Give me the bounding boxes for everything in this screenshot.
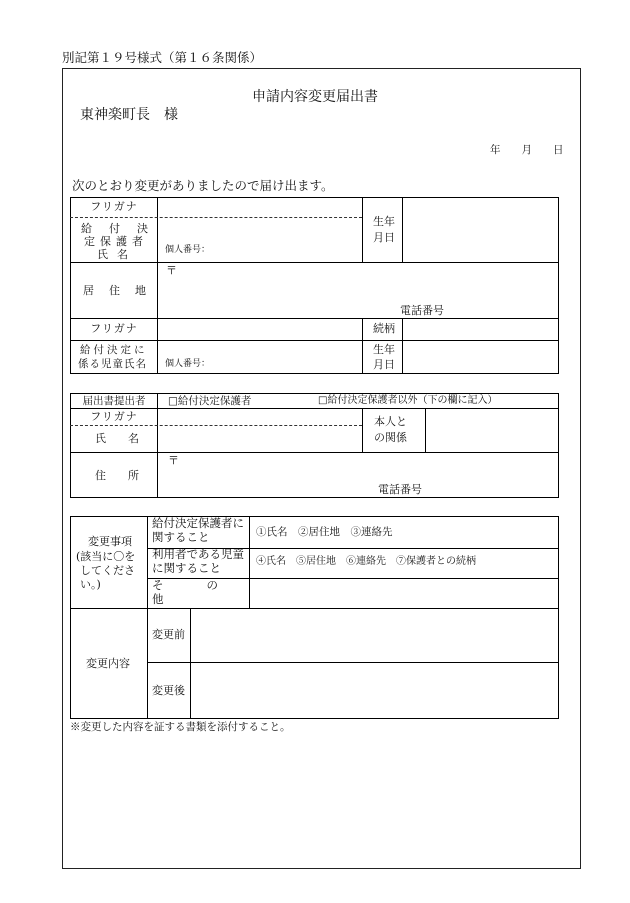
submitter-relationship-field[interactable] <box>426 409 558 452</box>
change-content-label: 変更内容 <box>86 657 130 670</box>
submitter-furigana-field[interactable] <box>158 409 362 425</box>
table-divider <box>362 197 363 262</box>
category-child-label-line2: に関すること <box>152 561 221 575</box>
category-guardian-label-line2: 関すること <box>152 530 210 544</box>
child-name-label-line2: 係る児童氏名 <box>78 358 147 370</box>
child-name-label-line1: 給付決定に <box>80 344 148 356</box>
category-child-label-line1: 利用者である児童 <box>152 547 244 561</box>
guardian-name-field[interactable] <box>158 218 362 244</box>
submitter-relationship-label-line2: の関係 <box>374 431 407 444</box>
guardian-name-label-line3: 氏名 <box>97 248 137 261</box>
guardian-address-field[interactable] <box>178 263 558 303</box>
table-divider <box>362 408 363 452</box>
submitter-address-field[interactable] <box>180 453 558 481</box>
category-other-field[interactable] <box>250 579 558 608</box>
submitter-postal-mark: 〒 <box>168 454 179 467</box>
guardian-address-label: 居住地 <box>83 284 161 297</box>
addressee: 東神楽町長 様 <box>80 107 178 123</box>
guardian-furigana-field[interactable] <box>158 198 362 217</box>
submitter-relationship-label-line1: 本人と <box>374 415 407 428</box>
child-furigana-label: フリガナ <box>90 322 138 335</box>
category-child-options[interactable]: ④氏名 ⑤居住地 ⑥連絡先 ⑦保護者との続柄 <box>256 556 476 567</box>
table-divider <box>362 318 363 373</box>
category-guardian-options[interactable]: ①氏名 ②居住地 ③連絡先 <box>256 526 393 538</box>
submitter-option-guardian[interactable]: □給付決定保護者 <box>168 395 252 407</box>
intro-text: 次のとおり変更がありましたので届け出ます。 <box>72 178 334 193</box>
category-other-label-line1: その <box>152 578 261 592</box>
change-after-field[interactable] <box>191 663 558 718</box>
table-divider <box>147 516 148 719</box>
change-after-label: 変更後 <box>152 684 185 697</box>
change-items-label-line2: (該当に〇を <box>76 550 136 563</box>
footnote: ※変更した内容を証する書類を添付すること。 <box>70 721 291 733</box>
change-items-label-line4: い。) <box>80 578 101 591</box>
change-items-label-line1: 変更事項 <box>88 535 132 548</box>
child-birthdate-label-line2: 月日 <box>373 358 395 371</box>
guardian-my-number-label: 個人番号： <box>165 245 211 255</box>
submitter-address-label: 住所 <box>95 469 161 482</box>
change-before-label: 変更前 <box>152 628 185 641</box>
child-birthdate-field[interactable] <box>403 341 558 373</box>
submitter-phone-label: 電話番号 <box>378 483 422 496</box>
guardian-name-label-line2: 定保護者 <box>84 235 148 248</box>
submitter-header-label: 届出書提出者 <box>82 395 146 407</box>
guardian-name-label-line1: 給付決 <box>81 222 165 235</box>
child-furigana-field[interactable] <box>158 319 362 340</box>
child-my-number-label: 個人番号： <box>165 359 211 369</box>
child-relationship-label: 続柄 <box>373 322 395 335</box>
submitter-name-label: 氏名 <box>95 432 161 445</box>
form-title: 申請内容変更届出書 <box>252 89 378 105</box>
guardian-birthdate-field[interactable] <box>403 198 558 262</box>
guardian-birthdate-label-line2: 月日 <box>373 231 395 244</box>
guardian-furigana-label: フリガナ <box>90 200 138 213</box>
submitter-furigana-label: フリガナ <box>90 410 138 423</box>
form-number: 別記第１９号様式（第１６条関係） <box>62 50 263 65</box>
date-label: 年 月 日 <box>490 144 564 156</box>
guardian-birthdate-label-line1: 生年 <box>373 215 395 228</box>
category-guardian-label-line1: 給付決定保護者に <box>152 516 244 530</box>
submitter-option-other[interactable]: □給付決定保護者以外（下の欄に記入） <box>318 395 498 406</box>
submitter-name-field[interactable] <box>158 426 362 452</box>
guardian-phone-label: 電話番号 <box>400 304 444 317</box>
category-other-label-line2: 他 <box>152 592 164 606</box>
child-name-field[interactable] <box>158 341 362 359</box>
change-items-label-line3: してくださ <box>80 564 135 577</box>
guardian-postal-mark: 〒 <box>166 264 177 277</box>
child-birthdate-label-line1: 生年 <box>373 343 395 356</box>
child-relationship-field[interactable] <box>403 319 558 340</box>
change-before-field[interactable] <box>191 609 558 662</box>
